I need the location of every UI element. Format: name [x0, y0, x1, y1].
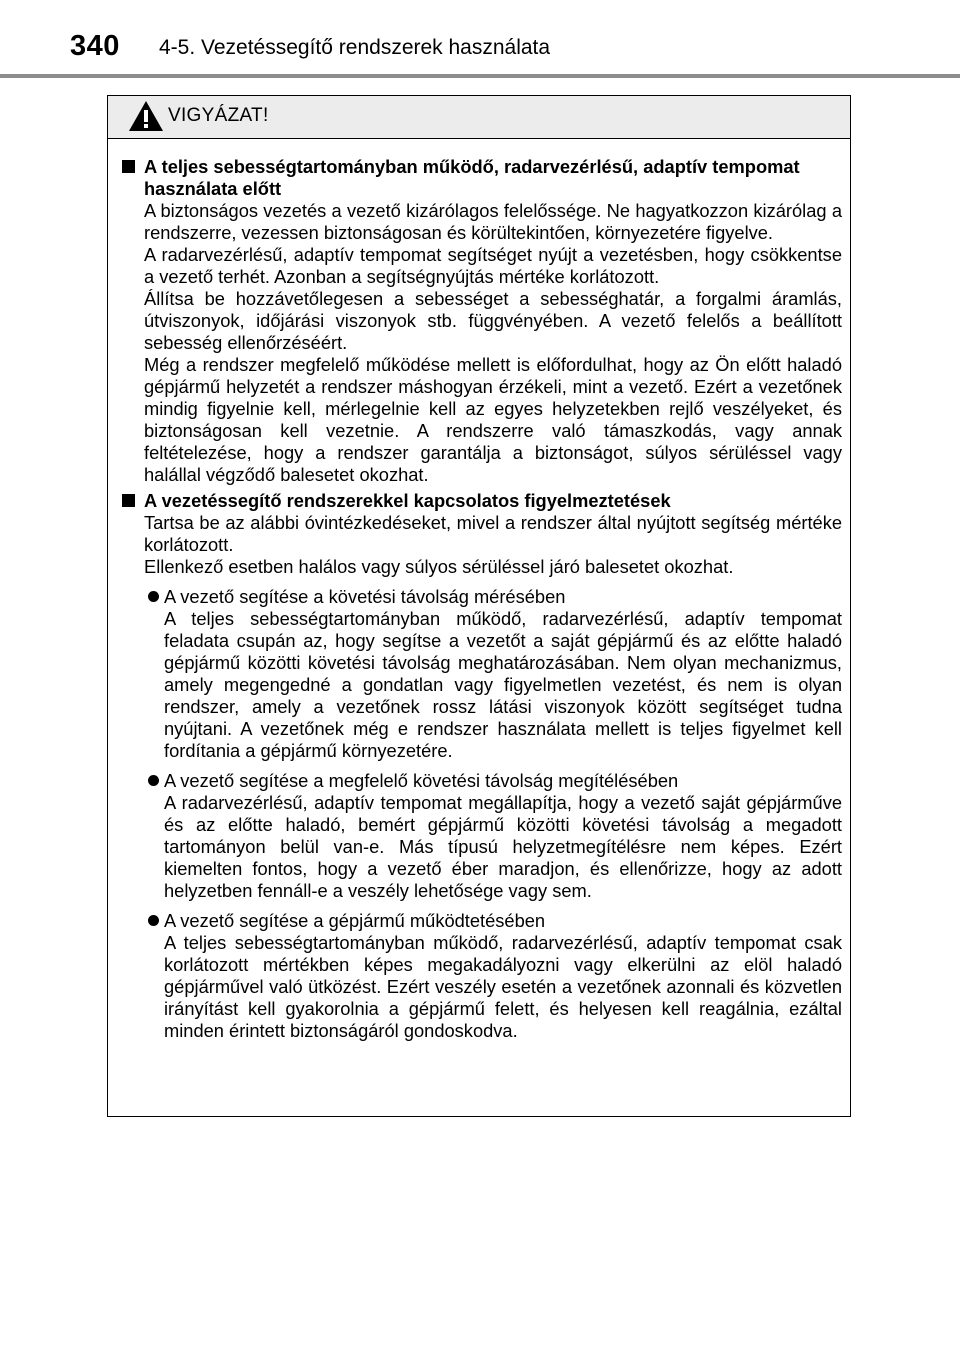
warning-triangle-icon	[128, 100, 164, 132]
list-item	[148, 586, 842, 762]
caution-header	[108, 96, 850, 139]
paragraph: Tartsa be az alábbi óvintézkedéseket, mivel a rendszer által nyújtott segítség mértéke korlátozott.	[144, 512, 842, 555]
list-item-body: A radarvezérlésű, adaptív tempomat megállapítja, hogy a vezető saját gépjárműve és az előtte haladó, bemért gépjármű közötti követési távolság a megadott tartományon belül van-e. Más típusú helyzetmegítélésre nem képes. Ezért kiemelten fontos, hogy a vezető éber maradjon, és ellenőrizze, hogy az adott helyzetben fennáll-e a veszély lehetősége vagy sem.	[164, 792, 842, 901]
list-item	[148, 910, 842, 1042]
caution-box	[107, 95, 851, 1117]
caution-label: VIGYÁZAT!	[168, 105, 269, 126]
list-item-title: A vezető segítése a gépjármű működtetésében	[164, 910, 546, 931]
caution-section	[120, 156, 842, 486]
caution-content	[108, 156, 852, 1042]
page-number: 340	[70, 30, 120, 62]
list-item-body: A teljes sebességtartományban működő, radarvezérlésű, adaptív tempomat feladata csupán az, hogy segítse a vezetőt a saját gépjármű és az előtte haladó gépjármű közötti követési távolság meghatározásában. Nem olyan mechanizmus, amely megengedné a gondatlan vagy figyelmetlen vezetést, és nem is olyan rendszer, amely a vezetőnek rossz látási viszonyok között segítséget tudna nyújtani. A vezetőnek még e rendszer használata mellett is teljes figyelmet kell fordítania a gépjármű környezetére.	[164, 608, 842, 761]
list-item	[148, 770, 842, 902]
circle-bullet-icon	[148, 775, 159, 786]
circle-bullet-icon	[148, 591, 159, 602]
page-header	[0, 0, 960, 80]
paragraph: A biztonságos vezetés a vezető kizárólagos felelőssége. Ne hagyatkozzon kizárólag a rendszerre, vezessen biztonságosan és körültekintően, környezetére figyelve.	[144, 200, 842, 243]
list-item-title: A vezető segítése a megfelelő követési távolság megítélésében	[164, 770, 679, 791]
section-title: 4-5. Vezetéssegítő rendszerek használata	[159, 36, 551, 59]
section-heading-text: A teljes sebességtartományban működő, radarvezérlésű, adaptív tempomat használata előtt	[144, 156, 800, 199]
section-heading	[120, 490, 842, 512]
paragraph: A radarvezérlésű, adaptív tempomat segítséget nyújt a vezetésben, hogy csökkentse a vezető terhét. Azonban a segítségnyújtás mértéke korlátozott.	[144, 244, 842, 287]
circle-bullet-icon	[148, 915, 159, 926]
list-item-title: A vezető segítése a követési távolság mérésében	[164, 586, 566, 607]
square-bullet-icon	[122, 494, 135, 507]
paragraph: Ellenkező esetben halálos vagy súlyos sérüléssel járó balesetet okozhat.	[144, 556, 734, 577]
list-item-body: A teljes sebességtartományban működő, radarvezérlésű, adaptív tempomat csak korlátozott mértékben képes megakadályozni vagy elkerülni az elöl haladó gépjárművel való ütközést. Ezért veszély esetén a vezetőnek azonnali és közvetlen irányítást kell gyakorolnia a gépjármű felett, és helyesen kell reagálnia, ezáltal minden érintett biztonságáról gondoskodva.	[164, 932, 842, 1041]
paragraph: Állítsa be hozzávetőlegesen a sebességet a sebességhatár, a forgalmi áramlás, útviszonyok, időjárási viszonyok stb. függvényében. A vezető felelős a beállított sebesség ellenőrzéséért.	[144, 288, 842, 353]
caution-section	[120, 490, 842, 1042]
paragraph: Még a rendszer megfelelő működése mellett is előfordulhat, hogy az Ön előtt haladó gépjármű helyzetét a rendszer máshogyan érzékeli, mint a vezető. Ezért a vezetőnek mindig figyelnie kell, mérlegelnie kell az egyes helyzetekben rejlő veszélyeket, és biztonságosan kell vezetnie. A rendszerre való támaszkodás, vagy annak feltételezése, hogy a rendszer garantálja a biztonságot, súlyos sérüléssel vagy halállal végződő balesetet okozhat.	[144, 354, 842, 485]
section-heading	[120, 156, 842, 200]
header-rule	[0, 74, 960, 78]
square-bullet-icon	[122, 160, 135, 173]
section-heading-text: A vezetéssegítő rendszerekkel kapcsolatos figyelmeztetések	[144, 490, 671, 511]
